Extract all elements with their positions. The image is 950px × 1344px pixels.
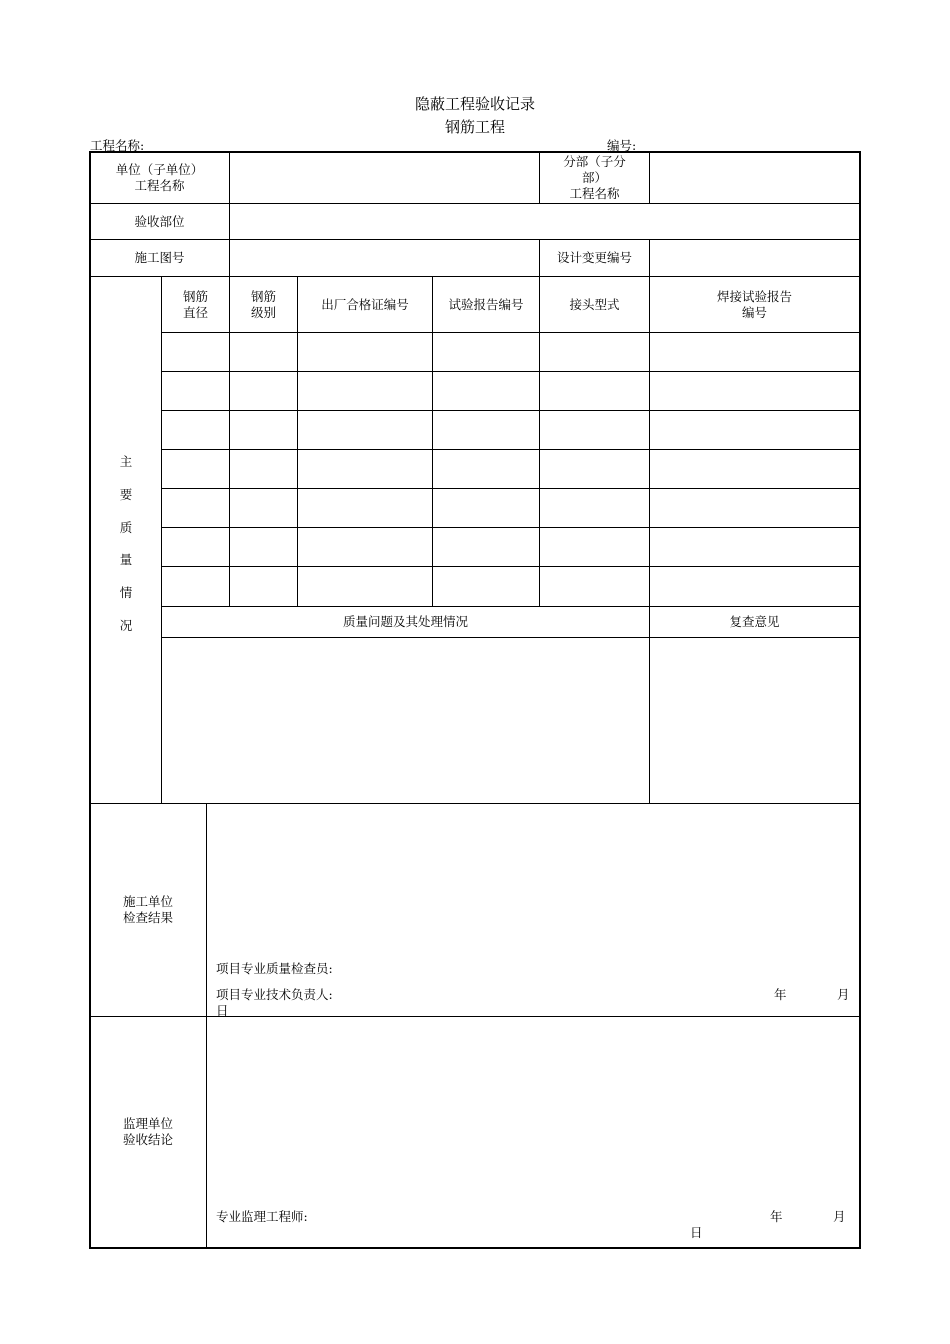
document-title: 隐蔽工程验收记录 [414, 95, 535, 113]
rebar-data-cell[interactable] [298, 411, 432, 449]
construction-date-month: 月 [837, 987, 850, 1002]
rebar-data-cell[interactable] [433, 489, 539, 527]
side-label-char: 质 [119, 520, 133, 535]
subpart-project-name-field[interactable] [650, 152, 859, 203]
rebar-data-cell[interactable] [162, 411, 229, 449]
rebar-data-cell[interactable] [298, 372, 432, 410]
rebar-data-cell[interactable] [162, 528, 229, 566]
rebar-data-cell[interactable] [298, 333, 432, 371]
rebar-data-cell[interactable] [650, 372, 859, 410]
rebar-data-cell[interactable] [540, 333, 649, 371]
rebar-data-cell[interactable] [540, 450, 649, 488]
column-header-rebar-grade: 钢筋 级别 [250, 288, 276, 320]
column-header-joint-type: 接头型式 [569, 296, 620, 312]
rebar-data-cell[interactable] [540, 489, 649, 527]
rebar-data-cell[interactable] [540, 372, 649, 410]
rebar-data-cell[interactable] [230, 333, 297, 371]
construction-check-label: 施工单位 检查结果 [122, 894, 173, 925]
construction-date-day: 日 [216, 1003, 229, 1018]
rebar-data-cell[interactable] [230, 528, 297, 566]
rebar-data-cell[interactable] [230, 411, 297, 449]
supervision-date-day: 日 [690, 1225, 703, 1240]
column-header-factory-certificate-number: 出厂合格证编号 [321, 296, 409, 312]
acceptance-part-field[interactable] [230, 204, 859, 239]
column-header-welding-test-report-number: 焊接试验报告 编号 [716, 288, 792, 320]
acceptance-part-label: 验收部位 [134, 213, 185, 229]
side-label-char: 要 [119, 487, 133, 502]
rebar-data-cell[interactable] [650, 567, 859, 605]
rebar-data-cell[interactable] [298, 450, 432, 488]
supervising-engineer-label: 专业监理工程师: [216, 1209, 308, 1224]
drawing-number-field[interactable] [230, 240, 539, 276]
rebar-data-cell[interactable] [162, 372, 229, 410]
project-name-field[interactable] [160, 136, 580, 152]
quality-issues-label: 质量问题及其处理情况 [342, 614, 468, 629]
side-label-char: 情 [119, 585, 133, 600]
rebar-data-cell[interactable] [298, 567, 432, 605]
construction-check-field[interactable] [207, 804, 859, 954]
side-label-char: 主 [119, 454, 133, 469]
rebar-data-cell[interactable] [650, 450, 859, 488]
subpart-project-name-label: 分部（子分 部） 工程名称 [563, 153, 626, 201]
serial-number-field[interactable] [645, 136, 845, 152]
rebar-data-cell[interactable] [230, 489, 297, 527]
unit-project-name-label: 单位（子单位） 工程名称 [115, 161, 204, 193]
project-name-label: 工程名称: [90, 138, 145, 153]
review-opinion-label: 复查意见 [729, 614, 780, 629]
rebar-data-cell[interactable] [298, 489, 432, 527]
rebar-data-cell[interactable] [540, 528, 649, 566]
design-change-number-label: 设计变更编号 [556, 250, 632, 265]
rebar-data-cell[interactable] [230, 567, 297, 605]
rebar-data-cell[interactable] [650, 411, 859, 449]
rebar-data-cell[interactable] [230, 372, 297, 410]
column-header-test-report-number: 试验报告编号 [448, 296, 524, 312]
rebar-data-cell[interactable] [433, 333, 539, 371]
rebar-data-cell[interactable] [230, 450, 297, 488]
rebar-data-cell[interactable] [650, 333, 859, 371]
rebar-data-cell[interactable] [540, 411, 649, 449]
supervision-check-label: 监理单位 验收结论 [122, 1116, 173, 1147]
rebar-data-cell[interactable] [433, 528, 539, 566]
rebar-data-cell[interactable] [162, 567, 229, 605]
supervision-date-year: 年 [770, 1209, 783, 1224]
rebar-data-cell[interactable] [433, 372, 539, 410]
drawing-number-label: 施工图号 [134, 250, 185, 265]
construction-date-year: 年 [774, 987, 787, 1002]
design-change-number-field[interactable] [650, 240, 859, 276]
quality-issues-field[interactable] [162, 638, 649, 803]
technical-lead-label: 项目专业技术负责人: [216, 987, 333, 1002]
column-header-rebar-diameter: 钢筋 直径 [182, 288, 208, 320]
unit-project-name-field[interactable] [230, 152, 539, 203]
rebar-data-cell[interactable] [162, 333, 229, 371]
rebar-data-cell[interactable] [433, 450, 539, 488]
rebar-data-cell[interactable] [162, 450, 229, 488]
serial-number-label: 编号: [607, 138, 637, 153]
rebar-data-cell[interactable] [162, 489, 229, 527]
quality-inspector-label: 项目专业质量检查员: [216, 961, 333, 976]
rebar-data-cell[interactable] [650, 528, 859, 566]
side-label-char: 量 [119, 552, 133, 567]
rebar-data-cell[interactable] [650, 489, 859, 527]
supervision-check-field[interactable] [207, 1017, 859, 1197]
supervision-date-month: 月 [833, 1209, 846, 1224]
side-label-char: 况 [119, 618, 133, 633]
rebar-data-cell[interactable] [433, 567, 539, 605]
document-subtitle: 钢筋工程 [444, 118, 505, 136]
rebar-data-cell[interactable] [298, 528, 432, 566]
rebar-data-cell[interactable] [540, 567, 649, 605]
review-opinion-field[interactable] [650, 638, 859, 803]
rebar-data-cell[interactable] [433, 411, 539, 449]
